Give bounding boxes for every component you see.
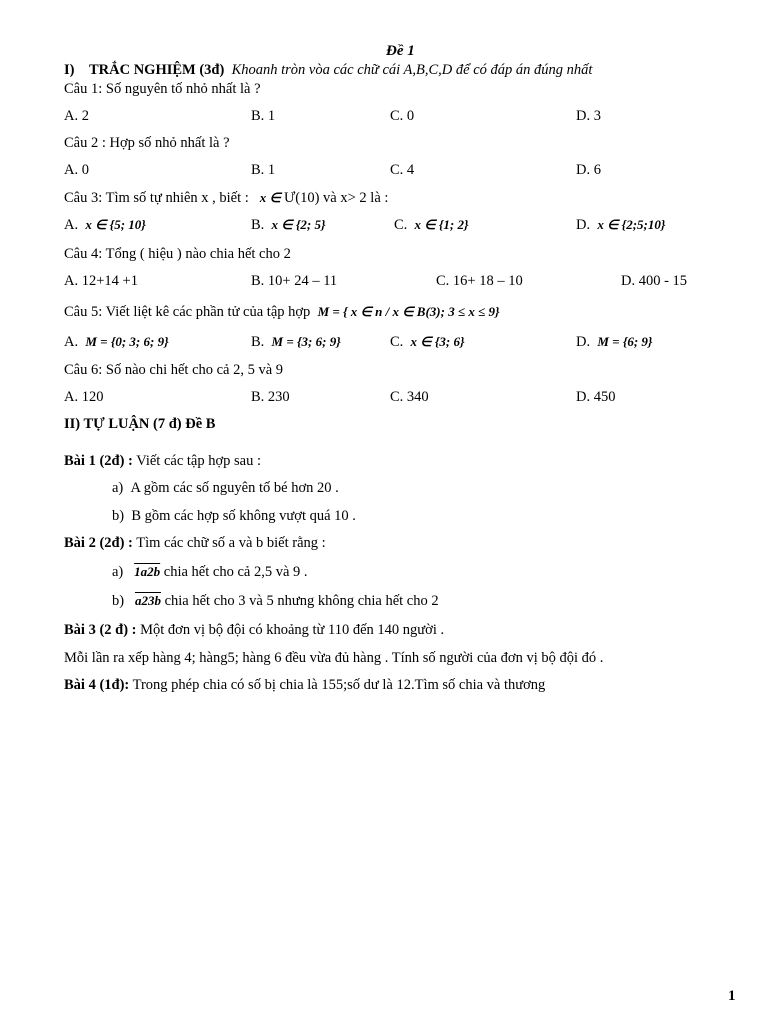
q6-option-b: B. 230 [251,389,290,405]
bai1-heading [64,452,261,470]
q5-b-label: B. [251,334,265,350]
question-3 [64,189,388,207]
q3-b-label: B. [251,217,265,233]
part1-instruction: Khoanh tròn vòa các chữ cái A,B,C,D để có đáp án đúng nhất [231,62,593,78]
q5-math: M = { x ∈ n / x ∈ B(3); 3 ≤ x ≤ 9} [317,304,500,319]
q4-option-c: C. 16+ 18 – 10 [436,273,523,289]
bai3-text: Một đơn vị bộ đội có khoảng từ 110 đến 140 người . [136,622,445,638]
q3-d-math: x ∈ {2;5;10} [597,217,666,232]
q5-option-a [64,333,169,351]
bai2-b-text: chia hết cho 3 và 5 nhưng không chia hết cho 2 [160,593,439,609]
q4-option-b: B. 10+ 24 – 11 [251,273,338,289]
q3-option-c [394,216,469,234]
bai4-label: Bài 4 (1đ): [64,677,130,693]
q5-d-math: M = {6; 9} [597,334,653,349]
q5-text: Câu 5: Viết liệt kê các phần tử của tập hợp [64,304,311,320]
question-6: Câu 6: Số nào chi hết cho cả 2, 5 và 9 [64,362,284,378]
bai4-heading [64,676,545,694]
bai2-text: Tìm các chữ số a và b biết rằng : [132,535,326,551]
q1-option-b: B. 1 [251,108,276,124]
q5-a-label: A. [64,334,79,350]
question-1: Câu 1: Số nguyên tố nhỏ nhất là ? [64,81,261,97]
part1-heading [64,61,592,79]
bai1-b-marker: b) [112,508,125,524]
bai1-text: Viết các tập hợp sau : [132,453,262,469]
q3-b-math: x ∈ {2; 5} [271,217,326,232]
q4-option-d: D. 400 - 15 [621,273,688,289]
q3-c-label: C. [394,217,408,233]
bai2-b-marker: b) [112,593,125,609]
bai3-line2: Mỗi lần ra xếp hàng 4; hàng5; hàng 6 đều vừa đủ hàng . Tính số người của đơn vị bộ đội đó . [64,650,604,666]
bai1-a-marker: a) [112,480,124,496]
q2-option-d: D. 6 [576,162,601,178]
question-2: Câu 2 : Hợp số nhỏ nhất là ? [64,135,230,151]
q5-a-math: M = {0; 3; 6; 9} [85,334,169,349]
bai1-label: Bài 1 (2đ) : [64,453,133,469]
q4-option-a: A. 12+14 +1 [64,273,138,289]
question-5 [64,303,500,321]
bai2-b-number: a23b [134,593,161,608]
q6-option-d: D. 450 [576,389,616,405]
part2-heading: II) TỰ LUẬN (7 đ) Đề B [64,416,216,432]
bai1-item-b [112,507,356,525]
part1-roman: I) [64,62,75,78]
exam-title: Đề 1 [386,43,415,59]
q3-text: Câu 3: Tìm số tự nhiên x , biết : [64,190,249,206]
part1-title: TRẮC NGHIỆM (3đ) [88,62,225,78]
q3-tail: Ư(10) và x> 2 là : [284,190,389,206]
question-4: Câu 4: Tổng ( hiệu ) nào chia hết cho 2 [64,246,291,262]
bai2-a-marker: a) [112,564,124,580]
q3-c-math: x ∈ {1; 2} [414,217,469,232]
q2-option-c: C. 4 [390,162,415,178]
bai2-a-number: 1a2b [134,564,161,579]
q2-option-b: B. 1 [251,162,276,178]
q3-option-d [576,216,665,234]
q3-option-a [64,216,146,234]
q1-option-c: C. 0 [390,108,415,124]
page-number: 1 [728,988,736,1004]
q6-option-c: C. 340 [390,389,429,405]
q5-c-math: x ∈ {3; 6} [410,334,465,349]
bai2-a-text: chia hết cho cả 2,5 và 9 . [160,564,308,580]
bai2-heading [64,534,326,552]
q5-c-label: C. [390,334,404,350]
q3-a-label: A. [64,217,79,233]
q3-option-b [251,216,326,234]
bai1-b-text: B gồm các hợp số không vượt quá 10 . [131,508,356,524]
bai4-text: Trong phép chia có số bị chia là 155;số dư là 12.Tìm số chia và thương [129,677,546,693]
q6-option-a: A. 120 [64,389,104,405]
bai3-label: Bài 3 (2 đ) : [64,622,137,638]
q5-option-b [251,333,341,351]
bai1-item-a [112,479,339,497]
bai2-item-a [112,563,308,581]
q5-d-label: D. [576,334,591,350]
q5-option-c [390,333,465,351]
q3-d-label: D. [576,217,591,233]
q5-b-math: M = {3; 6; 9} [271,334,341,349]
q3-a-math: x ∈ {5; 10} [85,217,146,232]
q5-option-d [576,333,652,351]
bai2-label: Bài 2 (2đ) : [64,535,133,551]
q3-math: x ∈ [259,190,285,205]
q2-option-a: A. 0 [64,162,89,178]
q1-option-a: A. 2 [64,108,89,124]
bai2-item-b [112,592,439,610]
q1-option-d: D. 3 [576,108,601,124]
bai3-heading [64,621,444,639]
bai1-a-text: A gồm các số nguyên tố bé hơn 20 . [130,480,339,496]
